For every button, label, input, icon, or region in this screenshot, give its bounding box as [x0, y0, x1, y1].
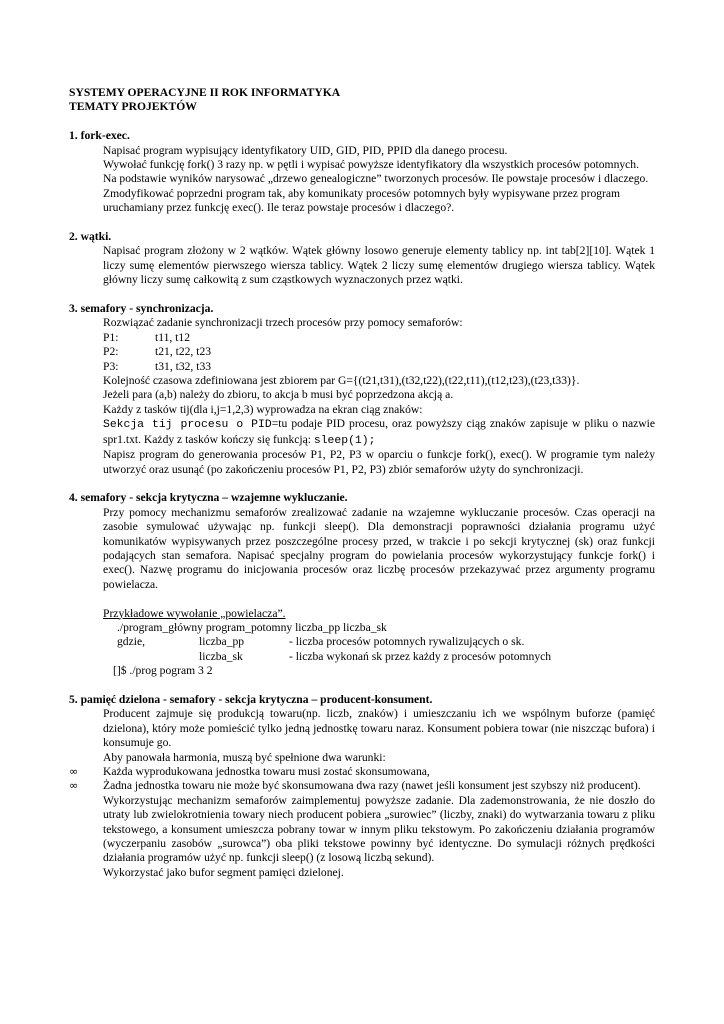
paragraph: Przy pomocy mechanizmu semaforów zrealizować zadanie na wzajemne wykluczanie procesów. Czas operacji na zasobie symulować używając np. funkcji sleep(). Dla demonstracji poprawności działania programu użyć komunikatów wypisywanych przez poszczególne procesy przed, w trakcie i po sekcji krytycznej (sk) oraz funkcji podających stan semafora. Napisać specjalny program do powielania procesów wykorzystujący funkcje fork() i exec(). Nazwę programu do inicjowania procesów oraz liczbę procesów przekazywać przez argumenty programu powielacza.	[103, 505, 655, 591]
bullet-text: Każda wyprodukowana jednostka towaru musi zostać skonsumowana,	[103, 765, 430, 778]
section-heading: 4. semafory - sekcja krytyczna – wzajemne wykluczanie.	[69, 491, 348, 505]
paragraph: Jeżeli para (a,b) należy do zbioru, to akcja b musi być poprzedzona akcją a.	[103, 388, 454, 402]
example-title: Przykładowe wywołanie „powielacza”.	[103, 606, 286, 620]
paragraph: Napisać program złożony w 2 wątków. Wątek główny losowo generuje elementy tablicy np. int tab[2][10]. Wątek 1 liczy sumę elementów pierwszego wiersza tablicy. Wątek 2 liczy sumę elementów drugiego wiersza tablicy. Wątek główny liczy sumę całkowitą z sum cząstkowych wyznaczonych przez wątki.	[103, 244, 655, 287]
paragraph: Producent zajmuje się produkcją towaru(np. liczb, znaków) i umieszczaniu ich we wspólnym buforze (pamięć dzielona), który może pomieścić tylko jedną jednostkę towaru naraz. Konsument pobiera towar (nie niszcząc bufora) i konsumuje go.	[103, 707, 655, 750]
section-producer-consumer	[69, 693, 655, 880]
section-heading: 1. fork-exec.	[69, 129, 130, 143]
bullet-item	[69, 765, 655, 779]
section-threads	[69, 230, 655, 288]
section-semaphores-sync	[69, 302, 655, 477]
example-label	[117, 650, 199, 664]
bullet-item	[69, 779, 655, 793]
example-command: ./program_główny program_potomny liczba_pp liczba_sk	[117, 620, 387, 634]
section-heading: 2. wątki.	[69, 230, 112, 244]
paragraph: Na podstawie wyników narysować „drzewo genealogiczne” tworzonych procesów. Ile powstaje procesów i dlaczego.	[103, 172, 649, 186]
process-row	[103, 360, 655, 374]
process-row	[103, 345, 655, 359]
example-desc: - liczba procesów potomnych rywalizujących o sk.	[289, 635, 525, 649]
paragraph: Wykorzystując mechanizm semaforów zaimplementuj powyższe zadanie. Dla zademonstrowania, że nie doszło do utraty lub zwielokrotnienia towary niech producent pobiera „surowiec” (liczby, znaki) do wytwarzania towaru z pliku tekstowego, a konsument umieszcza pobrany towar w innym pliku tekstowym. Po zakończeniu działania programów (wyczerpaniu zasobów „surowca”) oba pliki tekstowe powinny być identyczne. Do symulacji różnych prędkości działania programów użyć np. funkcji sleep() (z losową liczbą sekund).	[103, 793, 655, 865]
example-row	[117, 635, 655, 649]
example-arg: liczba_pp	[199, 635, 245, 649]
bullet-text: Żadna jednostka towaru nie może być skonsumowana dwa razy (nawet jeśli konsument jest szybszy niż producent).	[103, 779, 641, 793]
bullet-mark: ∞	[69, 779, 79, 793]
process-row	[103, 331, 655, 345]
example-desc: - liczba wykonań sk przez każdy z procesów potomnych	[289, 649, 552, 663]
process-tasks: t21, t22, t23	[155, 345, 212, 359]
process-tasks: t11, t12	[155, 330, 190, 344]
paragraph-text: =tu podaje PID procesu, oraz powyższy ciąg znaków zapisuje w pliku o nazwie spr1.txt. Każdy z tasków kończy się funkcją:	[103, 417, 655, 446]
process-name: P3:	[103, 359, 119, 373]
paragraph: Rozwiązać zadanie synchronizacji trzech procesów przy pomocy semaforów:	[103, 316, 463, 330]
example-block	[113, 620, 655, 679]
document-content	[69, 86, 655, 880]
section-mutual-exclusion	[69, 491, 655, 678]
example-arg: liczba_sk	[199, 649, 243, 663]
process-name: P1:	[103, 330, 119, 344]
bullet-mark: ∞	[69, 765, 79, 778]
process-tasks: t31, t32, t33	[155, 359, 212, 373]
document-title: SYSTEMY OPERACYJNE II ROK INFORMATYKA	[69, 86, 341, 99]
paragraph: Napisz program do generowania procesów P1, P2, P3 w oparciu o funkcje fork(), exec(). W programie tym należy utworzyć oraz usunąć (po zakończeniu procesów P1, P2, P3) zbiór semaforów użyty do synchronizacji.	[103, 448, 655, 476]
paragraph: Każdy z tasków tij(dla i,j=1,2,3) wyprowadza na ekran ciąg znaków:	[103, 402, 423, 416]
paragraph: Aby panowała harmonia, muszą być spełnione dwa warunki:	[103, 750, 386, 764]
document-subtitle: TEMATY PROJEKTÓW	[69, 100, 197, 114]
example-row	[117, 650, 655, 664]
paragraph: Wykorzystać jako bufor segment pamięci dzielonej.	[103, 865, 344, 879]
section-heading: 5. pamięć dzielona - semafory - sekcja krytyczna – producent-konsument.	[69, 692, 433, 706]
code-snippet: sleep(1);	[313, 434, 376, 447]
section-fork-exec	[69, 129, 655, 215]
paragraph	[103, 417, 655, 448]
paragraph: Kolejność czasowa zdefiniowana jest zbiorem par G={(t21,t31),(t32,t22),(t22,t11),(t12,t23),(t23,t33)}.	[103, 374, 580, 388]
paragraph: Zmodyfikować poprzedni program tak, aby komunikaty procesów potomnych były wypisywane przez program uruchamiany przez funkcję exec(). Ile teraz powstaje procesów i dlaczego?.	[103, 186, 621, 215]
example-label: gdzie,	[117, 635, 146, 649]
paragraph: Wywołać funkcję fork() 3 razy np. w pętli i wypisać powyższe identyfikatory dla wszystkich procesów potomnych.	[103, 158, 640, 172]
example-prompt: []$ ./prog pogram 3 2	[113, 664, 213, 678]
code-snippet: Sekcja tij procesu o PID	[103, 419, 272, 432]
paragraph: Napisać program wypisujący identyfikatory UID, GID, PID, PPID dla danego procesu.	[103, 143, 508, 157]
section-heading: 3. semafory - synchronizacja.	[69, 302, 214, 316]
process-name: P2:	[103, 345, 119, 359]
